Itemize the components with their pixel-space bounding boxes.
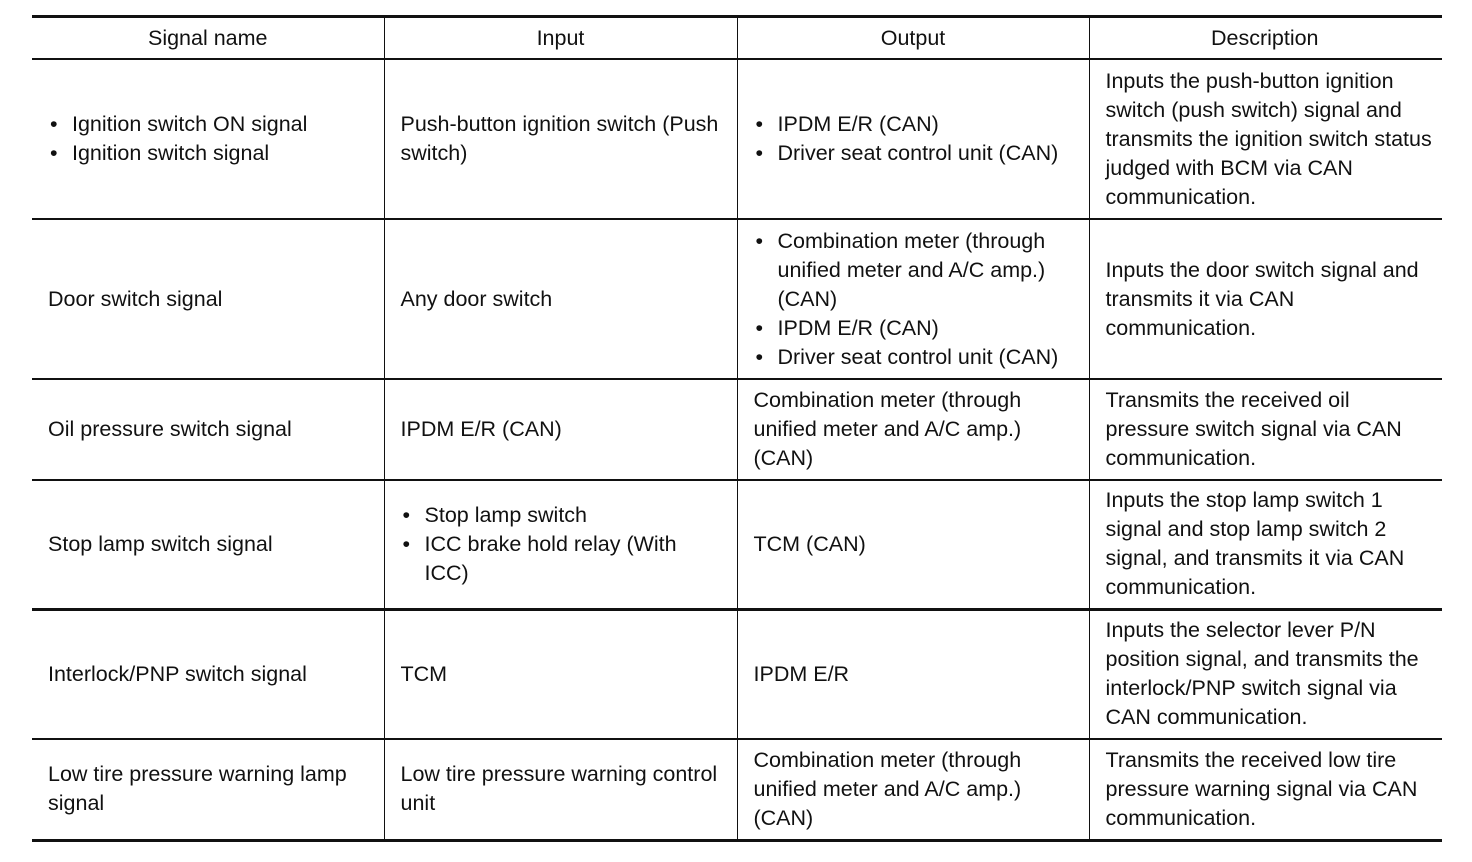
list-item: • Ignition switch ON signal	[48, 110, 372, 139]
table-row	[32, 59, 1442, 219]
list-item: • Driver seat control unit (CAN)	[754, 139, 1077, 168]
signal-name-cell: Low tire pressure warning lamp signal	[32, 739, 384, 840]
signal-table	[32, 15, 1442, 842]
input-cell: Push-button ignition switch (Push switch)	[384, 59, 737, 219]
output-list	[754, 110, 1077, 168]
description-cell: Inputs the door switch signal and transmits it via CAN communication.	[1089, 219, 1442, 379]
input-cell: IPDM E/R (CAN)	[384, 379, 737, 480]
output-list	[754, 227, 1077, 372]
list-item: • IPDM E/R (CAN)	[754, 314, 1077, 343]
header-description: Description	[1089, 17, 1442, 60]
input-cell: TCM	[384, 609, 737, 739]
table-row	[32, 480, 1442, 609]
list-item: • Ignition switch signal	[48, 139, 372, 168]
output-cell: IPDM E/R	[737, 609, 1089, 739]
header-row	[32, 17, 1442, 60]
table-row	[32, 379, 1442, 480]
header-output: Output	[737, 17, 1089, 60]
input-cell: Low tire pressure warning control unit	[384, 739, 737, 840]
input-cell: Any door switch	[384, 219, 737, 379]
table-row	[32, 219, 1442, 379]
output-cell: TCM (CAN)	[737, 480, 1089, 609]
input-cell	[384, 480, 737, 609]
signal-name-cell: Interlock/PNP switch signal	[32, 609, 384, 739]
output-cell	[737, 219, 1089, 379]
description-cell: Inputs the selector lever P/N position signal, and transmits the interlock/PNP switch signal via CAN communication.	[1089, 609, 1442, 739]
list-item: • IPDM E/R (CAN)	[754, 110, 1077, 139]
list-item: • Combination meter (through unified meter and A/C amp.) (CAN)	[754, 227, 1077, 314]
signal-name-list	[48, 110, 372, 168]
signal-name-cell	[32, 59, 384, 219]
input-list	[401, 501, 725, 588]
output-cell: Combination meter (through unified meter and A/C amp.) (CAN)	[737, 739, 1089, 840]
header-input: Input	[384, 17, 737, 60]
list-item: • Stop lamp switch	[401, 501, 725, 530]
signal-name-cell: Oil pressure switch signal	[32, 379, 384, 480]
table-row	[32, 739, 1442, 840]
header-signal-name: Signal name	[32, 17, 384, 60]
description-cell: Inputs the stop lamp switch 1 signal and stop lamp switch 2 signal, and transmits it via CAN communication.	[1089, 480, 1442, 609]
signal-name-cell: Stop lamp switch signal	[32, 480, 384, 609]
output-cell	[737, 59, 1089, 219]
description-cell: Transmits the received oil pressure switch signal via CAN communication.	[1089, 379, 1442, 480]
list-item: • ICC brake hold relay (With ICC)	[401, 530, 725, 588]
signal-name-cell: Door switch signal	[32, 219, 384, 379]
output-cell: Combination meter (through unified meter and A/C amp.) (CAN)	[737, 379, 1089, 480]
list-item: • Driver seat control unit (CAN)	[754, 343, 1077, 372]
description-cell: Transmits the received low tire pressure warning signal via CAN communication.	[1089, 739, 1442, 840]
table-row	[32, 609, 1442, 739]
description-cell: Inputs the push-button ignition switch (push switch) signal and transmits the ignition switch status judged with BCM via CAN communication.	[1089, 59, 1442, 219]
